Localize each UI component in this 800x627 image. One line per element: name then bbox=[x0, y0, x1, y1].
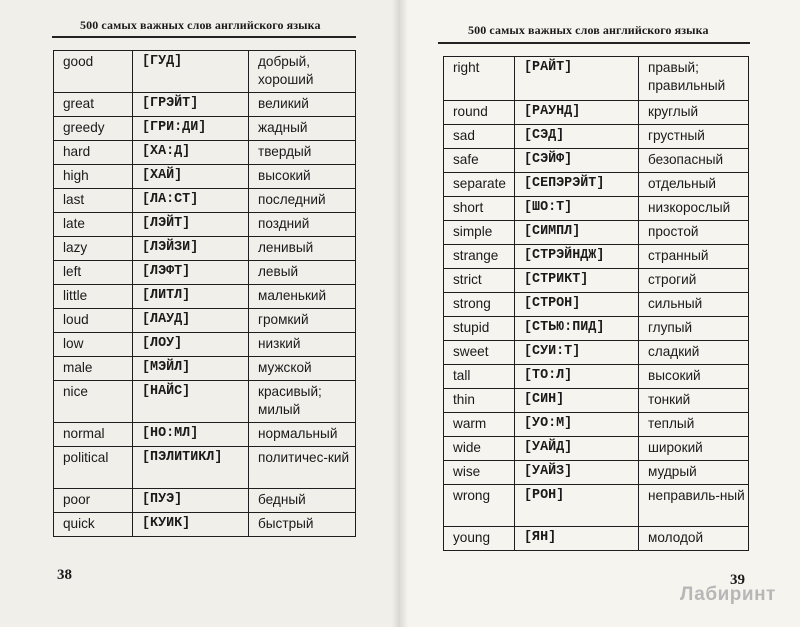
translation-cell: теплый bbox=[639, 413, 749, 437]
left-running-head: 500 самых важных слов английского языка bbox=[80, 18, 321, 32]
table-row bbox=[444, 125, 749, 149]
transcription-cell: [НАЙС] bbox=[133, 381, 249, 423]
translation-cell: твердый bbox=[249, 141, 356, 165]
transcription-cell: [ГРЭЙТ] bbox=[133, 93, 249, 117]
transcription-cell: [РОН] bbox=[515, 485, 639, 527]
table-row bbox=[54, 489, 356, 513]
transcription-cell: [ШО:Т] bbox=[515, 197, 639, 221]
word-cell: wrong bbox=[444, 485, 515, 527]
table-row bbox=[444, 57, 749, 101]
table-row bbox=[54, 189, 356, 213]
translation-cell: нормальный bbox=[249, 423, 356, 447]
transcription-cell: [СИМПЛ] bbox=[515, 221, 639, 245]
transcription-cell: [УАЙД] bbox=[515, 437, 639, 461]
table-row bbox=[54, 285, 356, 309]
table-row bbox=[444, 221, 749, 245]
watermark-logo: Лабиринт bbox=[680, 584, 776, 605]
word-cell: last bbox=[54, 189, 133, 213]
translation-cell: бедный bbox=[249, 489, 356, 513]
transcription-cell: [ГРИ:ДИ] bbox=[133, 117, 249, 141]
translation-cell: безопасный bbox=[639, 149, 749, 173]
table-row bbox=[444, 197, 749, 221]
transcription-cell: [ХА:Д] bbox=[133, 141, 249, 165]
word-cell: strict bbox=[444, 269, 515, 293]
word-cell: political bbox=[54, 447, 133, 489]
table-row bbox=[54, 51, 356, 93]
table-row bbox=[444, 245, 749, 269]
translation-cell: грустный bbox=[639, 125, 749, 149]
table-row bbox=[444, 485, 749, 527]
translation-cell: правый; правильный bbox=[639, 57, 749, 101]
translation-cell: круглый bbox=[639, 101, 749, 125]
translation-cell: строгий bbox=[639, 269, 749, 293]
table-row bbox=[444, 365, 749, 389]
translation-cell: сильный bbox=[639, 293, 749, 317]
transcription-cell: [СЭД] bbox=[515, 125, 639, 149]
transcription-cell: [РАУНД] bbox=[515, 101, 639, 125]
word-cell: wide bbox=[444, 437, 515, 461]
table-row bbox=[444, 527, 749, 551]
translation-cell: мудрый bbox=[639, 461, 749, 485]
transcription-cell: [ЛА:СТ] bbox=[133, 189, 249, 213]
transcription-cell: [ТО:Л] bbox=[515, 365, 639, 389]
word-cell: quick bbox=[54, 513, 133, 537]
word-cell: thin bbox=[444, 389, 515, 413]
translation-cell: левый bbox=[249, 261, 356, 285]
right-head-rule bbox=[438, 42, 750, 44]
transcription-cell: [УО:М] bbox=[515, 413, 639, 437]
translation-cell: глупый bbox=[639, 317, 749, 341]
transcription-cell: [УАЙЗ] bbox=[515, 461, 639, 485]
word-cell: left bbox=[54, 261, 133, 285]
table-row bbox=[54, 333, 356, 357]
table-row bbox=[54, 261, 356, 285]
translation-cell: отдельный bbox=[639, 173, 749, 197]
right-vocab-table bbox=[443, 56, 749, 551]
word-cell: sweet bbox=[444, 341, 515, 365]
table-row bbox=[54, 213, 356, 237]
word-cell: greedy bbox=[54, 117, 133, 141]
table-row bbox=[444, 149, 749, 173]
transcription-cell: [РАЙТ] bbox=[515, 57, 639, 101]
transcription-cell: [СТЬЮ:ПИД] bbox=[515, 317, 639, 341]
transcription-cell: [СИН] bbox=[515, 389, 639, 413]
word-cell: young bbox=[444, 527, 515, 551]
translation-cell: жадный bbox=[249, 117, 356, 141]
translation-cell: тонкий bbox=[639, 389, 749, 413]
transcription-cell: [МЭЙЛ] bbox=[133, 357, 249, 381]
transcription-cell: [ЯН] bbox=[515, 527, 639, 551]
translation-cell: низкий bbox=[249, 333, 356, 357]
table-row bbox=[444, 317, 749, 341]
translation-cell: простой bbox=[639, 221, 749, 245]
word-cell: short bbox=[444, 197, 515, 221]
transcription-cell: [ГУД] bbox=[133, 51, 249, 93]
table-row bbox=[54, 381, 356, 423]
transcription-cell: [СТРИКТ] bbox=[515, 269, 639, 293]
translation-cell: быстрый bbox=[249, 513, 356, 537]
table-row bbox=[54, 423, 356, 447]
table-row bbox=[444, 341, 749, 365]
right-running-head: 500 самых важных слов английского языка bbox=[468, 23, 709, 37]
transcription-cell: [ЛЭФТ] bbox=[133, 261, 249, 285]
translation-cell: последний bbox=[249, 189, 356, 213]
translation-cell: высокий bbox=[249, 165, 356, 189]
word-cell: warm bbox=[444, 413, 515, 437]
left-page-number: 38 bbox=[57, 567, 72, 583]
table-row bbox=[444, 413, 749, 437]
translation-cell: сладкий bbox=[639, 341, 749, 365]
word-cell: strange bbox=[444, 245, 515, 269]
word-cell: normal bbox=[54, 423, 133, 447]
word-cell: nice bbox=[54, 381, 133, 423]
word-cell: right bbox=[444, 57, 515, 101]
word-cell: round bbox=[444, 101, 515, 125]
translation-cell: ленивый bbox=[249, 237, 356, 261]
word-cell: male bbox=[54, 357, 133, 381]
word-cell: wise bbox=[444, 461, 515, 485]
translation-cell: политичес-кий bbox=[249, 447, 356, 489]
table-row bbox=[444, 269, 749, 293]
translation-cell: красивый; милый bbox=[249, 381, 356, 423]
word-cell: simple bbox=[444, 221, 515, 245]
translation-cell: поздний bbox=[249, 213, 356, 237]
word-cell: separate bbox=[444, 173, 515, 197]
table-row bbox=[54, 237, 356, 261]
book-gutter bbox=[392, 0, 408, 627]
transcription-cell: [СЕПЭРЭЙТ] bbox=[515, 173, 639, 197]
transcription-cell: [СУИ:Т] bbox=[515, 341, 639, 365]
translation-cell: добрый, хороший bbox=[249, 51, 356, 93]
transcription-cell: [ПУЭ] bbox=[133, 489, 249, 513]
transcription-cell: [ЛЭЙТ] bbox=[133, 213, 249, 237]
transcription-cell: [ЛАУД] bbox=[133, 309, 249, 333]
word-cell: good bbox=[54, 51, 133, 93]
table-row bbox=[54, 141, 356, 165]
transcription-cell: [КУИК] bbox=[133, 513, 249, 537]
left-head-rule bbox=[52, 36, 356, 38]
translation-cell: маленький bbox=[249, 285, 356, 309]
transcription-cell: [ХАЙ] bbox=[133, 165, 249, 189]
word-cell: great bbox=[54, 93, 133, 117]
table-row bbox=[444, 173, 749, 197]
translation-cell: громкий bbox=[249, 309, 356, 333]
table-row bbox=[444, 437, 749, 461]
table-row bbox=[444, 101, 749, 125]
transcription-cell: [СЭЙФ] bbox=[515, 149, 639, 173]
table-row bbox=[54, 165, 356, 189]
translation-cell: неправиль-ный bbox=[639, 485, 749, 527]
table-row bbox=[444, 461, 749, 485]
transcription-cell: [СТРОН] bbox=[515, 293, 639, 317]
word-cell: safe bbox=[444, 149, 515, 173]
table-row bbox=[444, 293, 749, 317]
right-page-number: 39 bbox=[730, 572, 745, 588]
translation-cell: высокий bbox=[639, 365, 749, 389]
left-vocab-table bbox=[53, 50, 356, 537]
table-row bbox=[54, 309, 356, 333]
translation-cell: молодой bbox=[639, 527, 749, 551]
table-row bbox=[54, 447, 356, 489]
word-cell: poor bbox=[54, 489, 133, 513]
transcription-cell: [ПЭЛИТИКЛ] bbox=[133, 447, 249, 489]
transcription-cell: [ЛИТЛ] bbox=[133, 285, 249, 309]
table-row bbox=[54, 357, 356, 381]
word-cell: high bbox=[54, 165, 133, 189]
word-cell: strong bbox=[444, 293, 515, 317]
word-cell: stupid bbox=[444, 317, 515, 341]
translation-cell: низкорослый bbox=[639, 197, 749, 221]
transcription-cell: [НО:МЛ] bbox=[133, 423, 249, 447]
word-cell: sad bbox=[444, 125, 515, 149]
transcription-cell: [ЛЭЙЗИ] bbox=[133, 237, 249, 261]
translation-cell: мужской bbox=[249, 357, 356, 381]
table-row bbox=[54, 93, 356, 117]
table-row bbox=[54, 117, 356, 141]
word-cell: tall bbox=[444, 365, 515, 389]
translation-cell: широкий bbox=[639, 437, 749, 461]
table-row bbox=[444, 389, 749, 413]
translation-cell: странный bbox=[639, 245, 749, 269]
word-cell: little bbox=[54, 285, 133, 309]
translation-cell: великий bbox=[249, 93, 356, 117]
word-cell: low bbox=[54, 333, 133, 357]
table-row bbox=[54, 513, 356, 537]
word-cell: hard bbox=[54, 141, 133, 165]
word-cell: late bbox=[54, 213, 133, 237]
transcription-cell: [ЛОУ] bbox=[133, 333, 249, 357]
word-cell: lazy bbox=[54, 237, 133, 261]
word-cell: loud bbox=[54, 309, 133, 333]
transcription-cell: [СТРЭЙНДЖ] bbox=[515, 245, 639, 269]
